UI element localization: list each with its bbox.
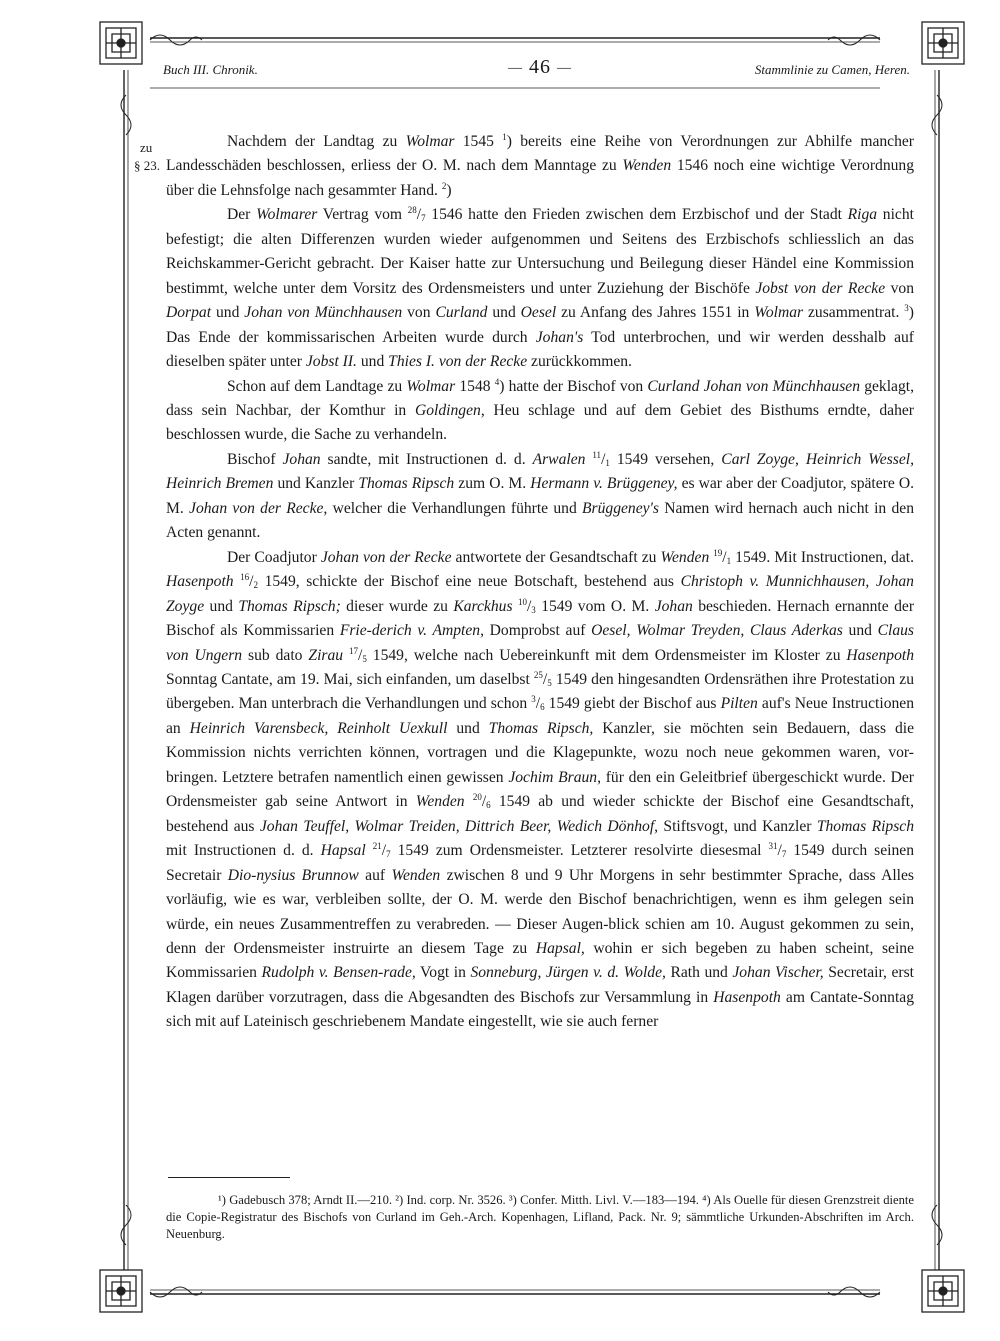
running-header-left: Buch III. Chronik.: [163, 62, 258, 77]
running-header-right: Stammlinie zu Camen, Heren.: [754, 62, 910, 77]
page-number: 46: [529, 56, 551, 78]
margin-note-section: § 23.: [134, 158, 160, 173]
margin-note-zu: zu: [140, 140, 153, 155]
footnote-text: ¹) Gadebusch 378; Arndt II.—210. ²) Ind. corp. Nr. 3526. ³) Confer. Mitth. Livl. V.—183—194. ⁴) Als Ouelle für diesen Grenzstreit diente die Copie-Registratur des Bischofs von Curland im Geh.-Arch. Kopenhagen, Lifland, Pack. Nr. 9; sämmtliche Urkunden-Abschriften im Arch. Neuenburg.: [166, 1193, 914, 1241]
footnotes: [166, 1192, 914, 1243]
footnote-rule: [168, 1177, 290, 1178]
paragraph-2: Der Wolmarer Vertrag vom $^{28}/_7$ 1546 hatte den Frieden zwischen dem Erzbischof und der Stadt Riga nicht befestigt; die alten Differenzen wurden wieder aufgenommen und Seitens des Erzbischofs schliesslich an das Reichskammer-Gericht gebracht. Der Kaiser hatte zur Untersuchung und Beilegung dieser Händel eine Kommission bestimmt, welche unter dem Vorsitz des Ordensmeisters und unter Zuziehung der Bischöfe Jobst von der Recke von Dorpat und Johan von Münchhausen von Curland und Oesel zu Anfang des Jahres 1551 in Wolmar zusammentrat. $^3$) Das Ende der kommissarischen Arbeiten wurde durch Johan's Tod unterbrochen, und wir werden desshalb auf dieselben später unter Jobst II. und Thies I. von der Recke zurückkommen.: [166, 205, 915, 371]
paragraph-1: Nachdem der Landtag zu Wolmar 1545 $^1$) bereits eine Reihe von Verordnungen zur Abhilfe mancher Landesschäden beschlossen, erliess der O. M. nach dem Manntage zu Wenden 1546 noch eine wichtige Verordnung über die Lehnsfolge nach gesammter Hand. $^2$): [166, 131, 915, 199]
body-text: [166, 130, 914, 1035]
paragraph-3: Schon auf dem Landtage zu Wolmar 1548 $^4$) hatte der Bischof von Curland Johan von Münchhausen geklagt, dass sein Nachbar, der Komthur in Goldingen, Heu schlage und auf dem Gebiet des Bisthums erndte, daher beschlossen wurde, die Sache zu verhandeln.: [166, 376, 915, 444]
paragraph-5: Der Coadjutor Johan von der Recke antwortete der Gesandtschaft zu Wenden $^{19}/_1$ 1549. Mit Instructionen, dat. Hasenpoth $^{16}/_2$ 1549, schickte der Bischof eine neue Botschaft, bestehend aus Christoph v. Munnichhausen, Johan Zoyge und Thomas Ripsch; dieser wurde zu Karckhus $^{10}/_3$ 1549 vom O. M. Johan beschieden. Hernach ernannte der Bischof als Kommissarien Frie-derich v. Ampten, Domprobst auf Oesel, Wolmar Treyden, Claus Aderkas und Claus von Ungern sub dato Zirau $^{17}/_5$ 1549, welche nach Uebereinkunft mit dem Ordensmeister im Kloster zu Hasenpoth Sonntag Cantate, am 19. Mai, sich einfanden, um daselbst $^{25}/_5$ 1549 den hingesandten Ordensräthen ihre Protestation zu übergeben. Man unterbrach die Verhandlungen und schon $^3/_6$ 1549 giebt der Bischof aus Pilten auf's Neue Instructionen an Heinrich Varensbeck, Reinholt Uexkull und Thomas Ripsch, Kanzler, sie möchten sein Bedauern, dass die Kommission nichts verrichten können, vortragen und die Klagepunkte, wozu noch neue gekommen waren, vor-bringen. Letztere betrafen namentlich einen gewissen Jochim Braun, für den ein Geleitbrief übergeschickt wurde. Der Ordensmeister gab seine Antwort in Wenden $^{20}/_6$ 1549 ab und wieder schickte der Bischof eine Gesandtschaft, bestehend aus Johan Teuffel, Wolmar Treiden, Dittrich Beer, Wedich Dönhof, Stiftsvogt, und Kanzler Thomas Ripsch mit Instructionen d. d. Hapsal $^{21}/_7$ 1549 zum Ordensmeister. Letzterer resolvirte diesesmal $^{31}/_7$ 1549 durch seinen Secretair Dio-nysius Brunnow auf Wenden zwischen 8 und 9 Uhr Morgens in sehr bestimmter Sprache, dass Alles vorläufig, wie es war, verbleiben sollte, der O. M. werde den Bischof benachrichtigen, wenn es ihm gelegen sein würde, ein neues Zusammentreffen zu verabreden. — Dieser Augen-blick schien am 10. August gekommen zu sein, denn der Ordensmeister instruirte an diesem Tage zu Hapsal, wohin er sich begeben zu haben scheint, seine Kommissarien Rudolph v. Bensen-rade, Vogt in Sonneburg, Jürgen v. d. Wolde, Rath und Johan Vischer, Secretair, erst Klagen darüber vorzutragen, dass die Abgesandten des Bischofs zur Versammlung in Hasenpoth am Cantate-Sonntag sich mit auf Lateinisch geschriebenem Mandate eingestellt, wie sie auch ferner: [166, 547, 915, 1031]
paragraph-4: Bischof Johan sandte, mit Instructionen d. d. Arwalen $^{11}/_1$ 1549 versehen, Carl Zoyge, Heinrich Wessel, Heinrich Bremen und Kanzler Thomas Ripsch zum O. M. Hermann v. Brüggeney, es war aber der Coadjutor, spätere O. M. Johan von der Recke, welcher die Verhandlungen führte und Brüggeney's Namen wird hernach auch nicht in den Acten genannt.: [166, 449, 914, 542]
page-number-block: — 46 —: [508, 56, 572, 78]
